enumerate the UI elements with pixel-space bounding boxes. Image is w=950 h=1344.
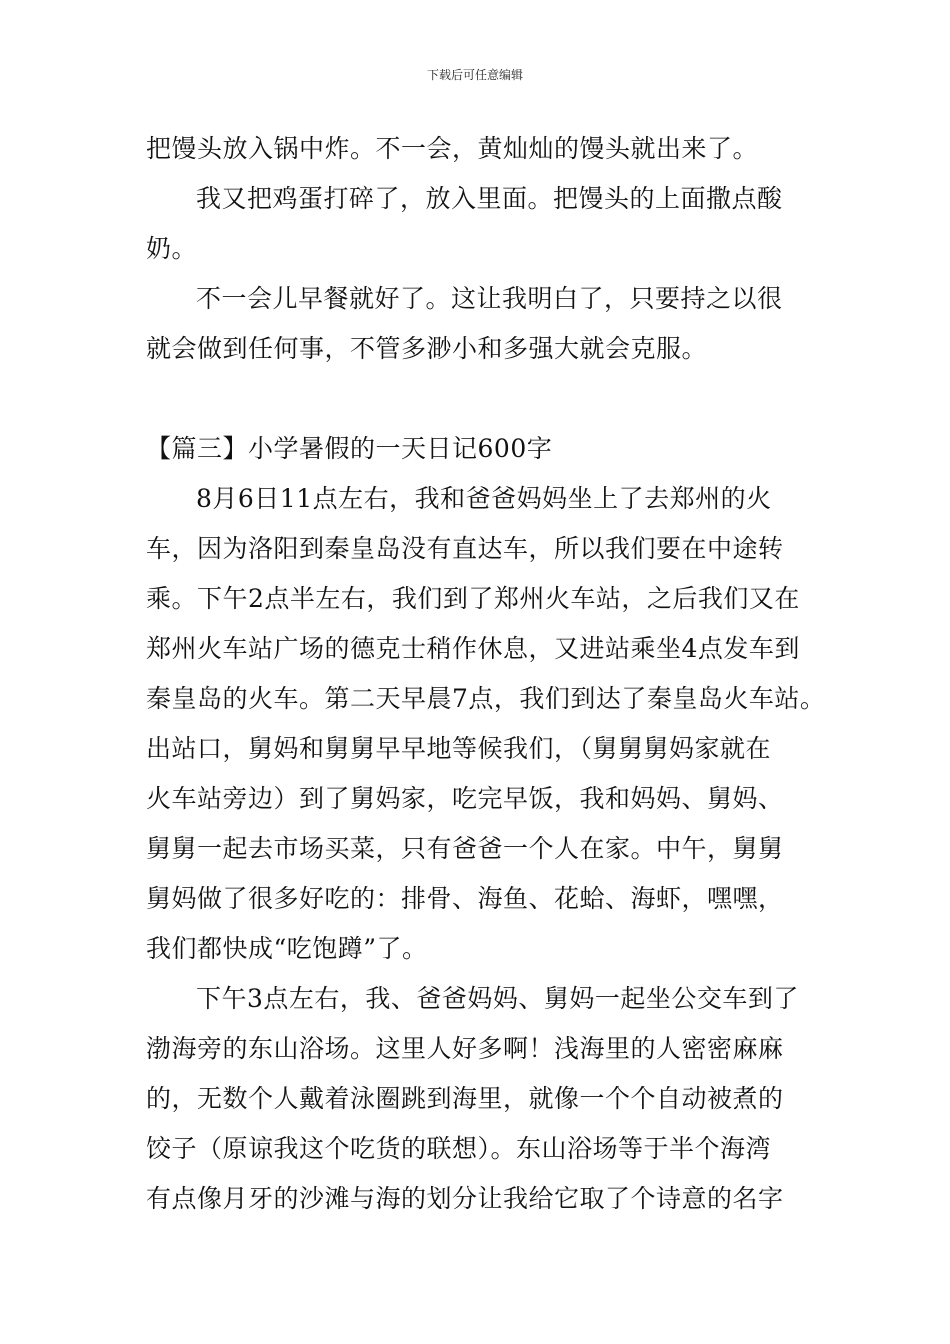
body-line: 就会做到任何事，不管多渺小和多强大就会克服。: [146, 334, 708, 363]
body-line: 秦皇岛的火车。第二天早晨7点，我们到达了秦皇岛火车站。: [146, 684, 826, 713]
body-line: 把馒头放入锅中炸。不一会，黄灿灿的馒头就出来了。: [146, 134, 759, 163]
body-line: 的，无数个人戴着泳圈跳到海里，就像一个个自动被煮的: [146, 1084, 784, 1113]
body-line: 车，因为洛阳到秦皇岛没有直达车，所以我们要在中途转: [146, 534, 784, 563]
body-line: 下午3点左右，我、爸爸妈妈、舅妈一起坐公交车到了: [196, 984, 799, 1013]
body-line: 乘。下午2点半左右，我们到了郑州火车站，之后我们又在: [146, 584, 800, 613]
section-title: 【篇三】小学暑假的一天日记600字: [146, 434, 553, 463]
page-header: 下载后可任意编辑: [426, 68, 523, 82]
body-line: 我们都快成“吃饱蹲”了。: [146, 934, 428, 963]
body-line: 饺子（原谅我这个吃货的联想）。东山浴场等于半个海湾: [146, 1134, 772, 1163]
body-line: 8月6日11点左右，我和爸爸妈妈坐上了去郑州的火: [196, 484, 772, 513]
body-line: 有点像月牙的沙滩与海的划分让我给它取了个诗意的名字: [146, 1184, 784, 1213]
body-line: 舅舅一起去市场买菜，只有爸爸一个人在家。中午，舅舅: [146, 834, 784, 863]
body-line: 舅妈做了很多好吃的：排骨、海鱼、花蛤、海虾，嘿嘿，: [146, 884, 784, 913]
body-line: 我又把鸡蛋打碎了，放入里面。把馒头的上面撒点酸: [196, 184, 783, 213]
body-line: 郑州火车站广场的德克士稍作休息，又进站乘坐4点发车到: [146, 634, 800, 663]
body-line: 出站口，舅妈和舅舅早早地等候我们，（舅舅舅妈家就在: [146, 734, 772, 763]
body-line: 渤海旁的东山浴场。这里人好多啊！浅海里的人密密麻麻: [146, 1034, 784, 1063]
body-line: 不一会儿早餐就好了。这让我明白了，只要持之以很: [196, 284, 783, 313]
body-line: 奶。: [146, 234, 198, 263]
body-line: 火车站旁边）到了舅妈家，吃完早饭，我和妈妈、舅妈、: [146, 784, 784, 813]
